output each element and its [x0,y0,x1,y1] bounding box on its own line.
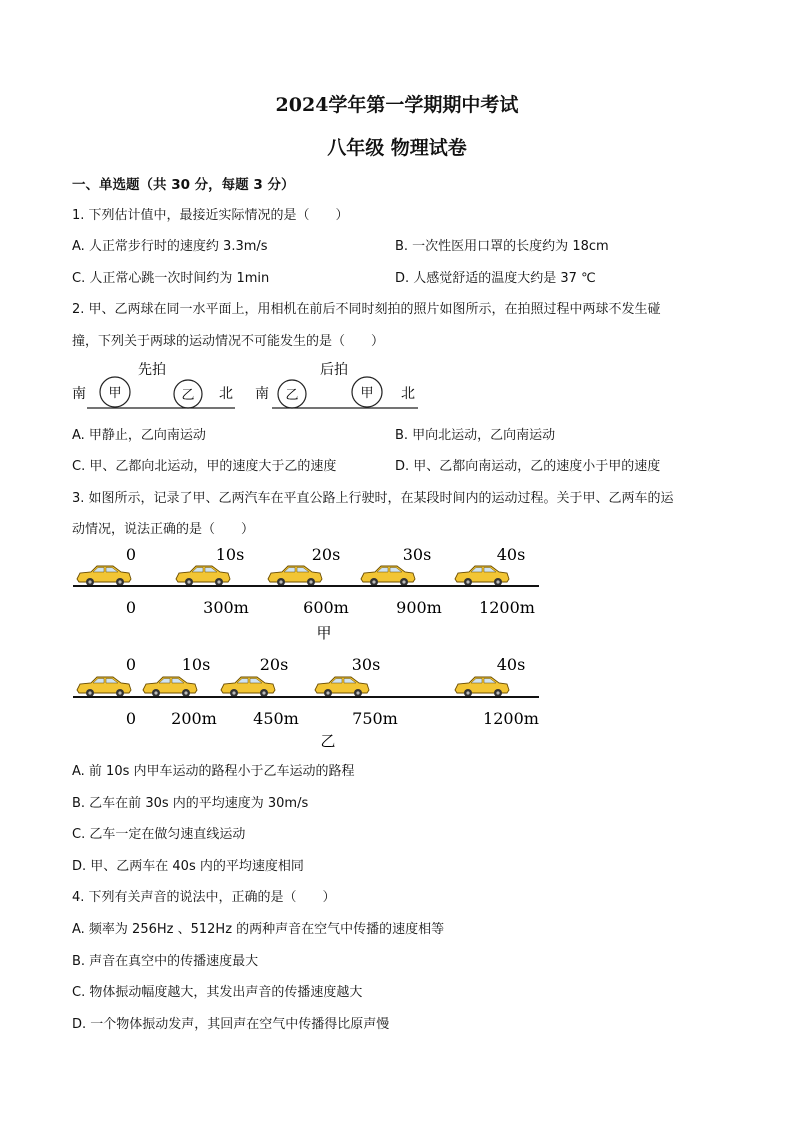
north-label: 北 [401,386,415,402]
car-icon [221,677,275,697]
time-label: 20s [259,655,289,674]
car-icon [361,566,415,586]
time-label: 30s [402,545,432,564]
south-label: 南 [255,386,269,402]
distance-label: 900m [396,598,442,617]
option-d: D. 人感觉舒适的温度大约是 37 ℃ [395,271,596,286]
distance-label: 750m [352,709,398,728]
option-c: C. 甲、乙都向北运动，甲的速度大于乙的速度 [72,459,337,474]
time-label: 30s [351,655,381,674]
car-icon [268,566,322,586]
car-icon [176,566,230,586]
south-label: 南 [72,386,86,402]
time-label: 10s [181,655,211,674]
option-a: A. 前 10s 内甲车运动的路程小于乙车运动的路程 [72,764,355,779]
question-stem-line-1: 2. 甲、乙两球在同一水平面上，用相机在前后不同时刻拍的照片如图所示，在拍照过程中两球不发生碰 [72,302,661,317]
option-d: D. 甲、乙两车在 40s 内的平均速度相同 [72,859,304,874]
car-motion-figure [0,540,794,755]
time-label: 10s [215,545,245,564]
question-stem: 4. 下列有关声音的说法中，正确的是（ ） [72,890,336,905]
option-c: C. 人正常心跳一次时间约为 1min [72,271,270,286]
second-photo-label: 后拍 [320,362,348,378]
distance-label: 1200m [483,709,539,728]
car-jia-label: 甲 [316,624,332,642]
car-yi-label: 乙 [320,732,336,750]
distance-label: 450m [253,709,299,728]
option-c: C. 乙车一定在做匀速直线运动 [72,827,246,842]
option-a: A. 频率为 256Hz 、512Hz 的两种声音在空气中传播的速度相等 [72,922,445,937]
ball-photo-figure [0,355,794,415]
time-label: 40s [496,655,526,674]
car-icon [455,677,509,697]
option-b: B. 声音在真空中的传播速度最大 [72,954,259,969]
ball-jia-label: 甲 [108,386,122,401]
first-photo-label: 先拍 [138,362,166,378]
distance-label: 600m [303,598,349,617]
question-stem: 1. 下列估计值中，最接近实际情况的是（ ） [72,208,349,223]
distance-label: 200m [171,709,217,728]
ball-yi-label: 乙 [285,388,299,403]
question-stem-line-2: 撞，下列关于两球的运动情况不可能发生的是（ ） [72,334,385,349]
car-icon [143,677,197,697]
option-b: B. 甲向北运动，乙向南运动 [395,428,556,443]
option-d: D. 甲、乙都向南运动，乙的速度小于甲的速度 [395,459,661,474]
option-a: A. 人正常步行时的速度约 3.3m/s [72,239,268,254]
car-icon [455,566,509,586]
distance-label: 0 [125,709,137,728]
distance-label: 0 [125,598,137,617]
section-heading: 一、单选题（共 30 分，每题 3 分） [72,177,295,193]
option-a: A. 甲静止，乙向南运动 [72,428,206,443]
distance-label: 300m [203,598,249,617]
car-icon [77,677,131,697]
time-label: 0 [125,655,137,674]
option-b: B. 乙车在前 30s 内的平均速度为 30m/s [72,796,309,811]
time-label: 40s [496,545,526,564]
time-label: 20s [311,545,341,564]
question-stem-line-1: 3. 如图所示，记录了甲、乙两汽车在平直公路上行驶时，在某段时间内的运动过程。关于甲、乙两车的运 [72,491,674,506]
car-icon [77,566,131,586]
ball-jia-label: 甲 [360,386,374,401]
exam-title: 2024学年第一学期期中考试 [275,94,519,116]
time-label: 0 [125,545,137,564]
option-b: B. 一次性医用口罩的长度约为 18cm [395,239,609,254]
question-stem-line-2: 动情况，说法正确的是（ ） [72,522,255,537]
north-label: 北 [219,386,233,402]
car-icon [315,677,369,697]
ball-yi-label: 乙 [181,388,195,403]
option-d: D. 一个物体振动发声，其回声在空气中传播得比原声慢 [72,1017,390,1032]
option-c: C. 物体振动幅度越大，其发出声音的传播速度越大 [72,985,363,1000]
exam-subtitle: 八年级 物理试卷 [327,137,467,159]
distance-label: 1200m [479,598,535,617]
